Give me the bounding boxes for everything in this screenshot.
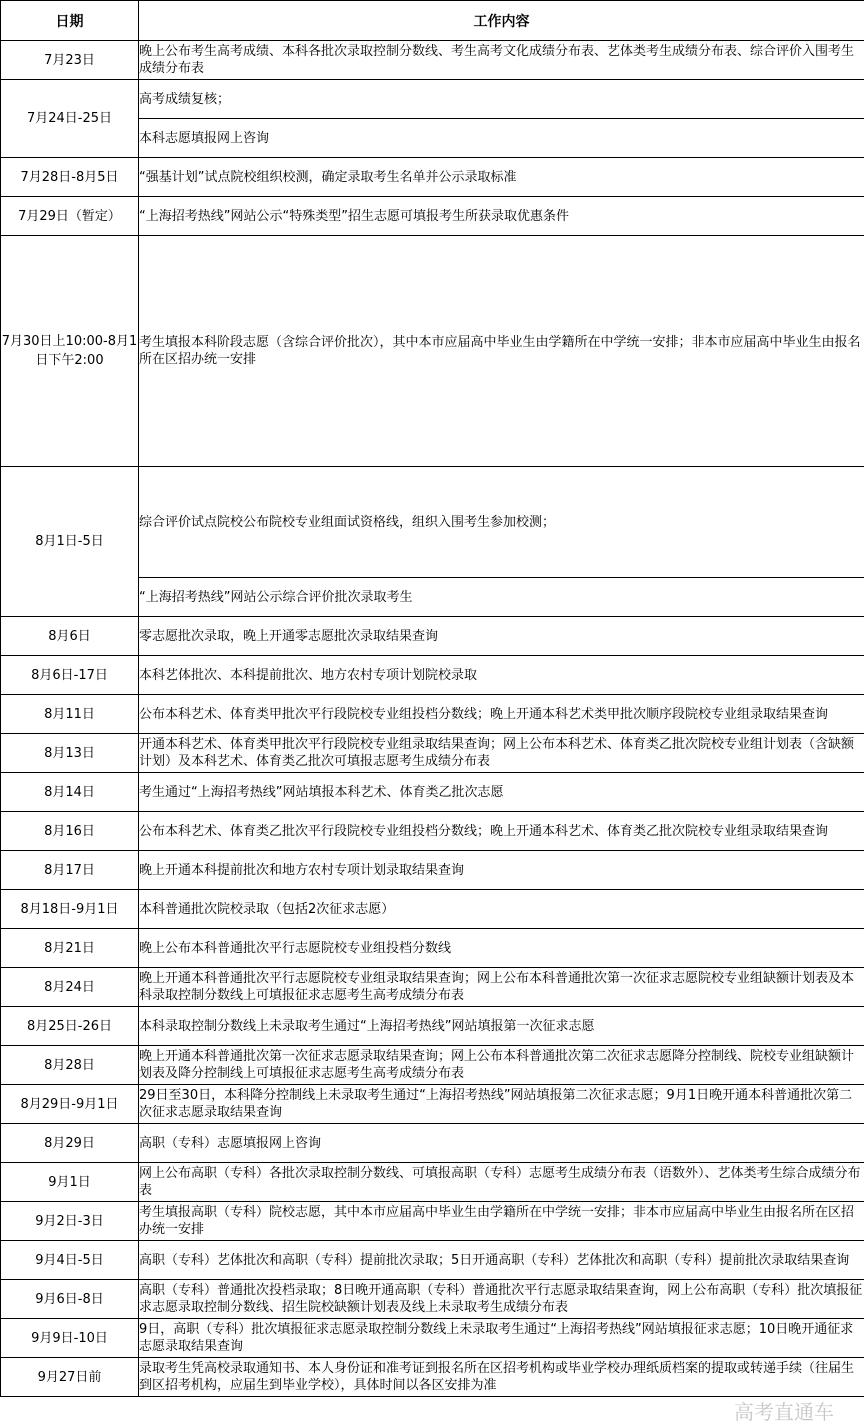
table-row — [1, 968, 864, 1007]
date-cell: 7月30日上10:00-8月1日下午2:00 — [1, 236, 139, 467]
date-cell: 8月17日 — [1, 851, 139, 890]
work-cell: 晚上公布本科普通批次平行志愿院校专业组投档分数线 — [139, 929, 864, 968]
table-row — [1, 80, 864, 119]
date-cell: 8月6日 — [1, 617, 139, 656]
work-cell: 考生通过“上海招考热线”网站填报本科艺术、体育类乙批次志愿 — [139, 773, 864, 812]
work-cell: 晚上公布考生高考成绩、本科各批次录取控制分数线、考生高考文化成绩分布表、艺体类考生成绩分布表、综合评价入围考生成绩分布表 — [139, 41, 864, 80]
table-row — [1, 890, 864, 929]
work-cell: 高考成绩复核； — [139, 80, 864, 119]
work-cell: 9日，高职（专科）批次填报征求志愿录取控制分数线上未录取考生通过“上海招考热线”网站填报征求志愿；10日晚开通征求志愿录取结果查询 — [139, 1319, 864, 1358]
work-cell: “上海招考热线”网站公示综合评价批次录取考生 — [139, 578, 864, 617]
work-cell: 高职（专科）志愿填报网上咨询 — [139, 1124, 864, 1163]
work-cell: 晚上开通本科提前批次和地方农村专项计划录取结果查询 — [139, 851, 864, 890]
table-row — [1, 1163, 864, 1202]
work-cell: 网上公布高职（专科）各批次录取控制分数线、可填报高职（专科）志愿考生成绩分布表（语数外）、艺体类考生综合成绩分布表 — [139, 1163, 864, 1202]
work-cell: 晚上开通本科普通批次第一次征求志愿录取结果查询；网上公布本科普通批次第二次征求志愿降分控制线、院校专业组缺额计划表及降分控制线上可填报征求志愿考生高考成绩分布表 — [139, 1046, 864, 1085]
work-cell: 高职（专科）普通批次投档录取；8日晚开通高职（专科）普通批次平行志愿录取结果查询，网上公布高职（专科）批次填报征求志愿录取控制分数线、招生院校缺额计划表及线上未录取考生成绩分布表 — [139, 1280, 864, 1319]
work-cell: 考生填报本科阶段志愿（含综合评价批次），其中本市应届高中毕业生由学籍所在中学统一安排；非本市应届高中毕业生由报名所在区招办统一安排 — [139, 236, 864, 467]
work-cell: 本科普通批次院校录取（包括2次征求志愿） — [139, 890, 864, 929]
watermark: 高考直通车 — [734, 1400, 834, 1424]
date-cell: 8月21日 — [1, 929, 139, 968]
date-cell: 7月28日-8月5日 — [1, 158, 139, 197]
work-cell: 开通本科艺术、体育类甲批次平行段院校专业组录取结果查询；网上公布本科艺术、体育类乙批次院校专业组计划表（含缺额计划）及本科艺术、体育类乙批次可填报志愿考生成绩分布表 — [139, 734, 864, 773]
table-row — [1, 1241, 864, 1280]
table-row — [1, 734, 864, 773]
work-cell: 公布本科艺术、体育类乙批次平行段院校专业组投档分数线；晚上开通本科艺术、体育类乙批次院校专业组录取结果查询 — [139, 812, 864, 851]
date-cell: 9月2日-3日 — [1, 1202, 139, 1241]
date-cell: 7月23日 — [1, 41, 139, 80]
work-cell: “上海招考热线”网站公示“特殊类型”招生志愿可填报考生所获录取优惠条件 — [139, 197, 864, 236]
table-row — [1, 1124, 864, 1163]
date-cell: 8月28日 — [1, 1046, 139, 1085]
table-row — [1, 695, 864, 734]
table-row — [1, 1202, 864, 1241]
table-row — [1, 158, 864, 197]
date-cell: 9月1日 — [1, 1163, 139, 1202]
date-cell: 9月27日前 — [1, 1358, 139, 1397]
date-cell: 9月6日-8日 — [1, 1280, 139, 1319]
table-row — [1, 812, 864, 851]
table-row — [1, 1085, 864, 1124]
work-cell: 本科录取控制分数线上未录取考生通过“上海招考热线”网站填报第一次征求志愿 — [139, 1007, 864, 1046]
date-cell: 9月4日-5日 — [1, 1241, 139, 1280]
work-cell: 本科艺体批次、本科提前批次、地方农村专项计划院校录取 — [139, 656, 864, 695]
date-cell: 8月1日-5日 — [1, 467, 139, 617]
date-cell: 7月24日-25日 — [1, 80, 139, 158]
table-row — [1, 1007, 864, 1046]
table-row — [1, 656, 864, 695]
table-row — [1, 617, 864, 656]
work-cell: 录取考生凭高校录取通知书、本人身份证和准考证到报名所在区招考机构或毕业学校办理纸质档案的提取或转递手续（往届生到区招考机构，应届生到毕业学校），具体时间以各区安排为准 — [139, 1358, 864, 1397]
date-cell: 9月9日-10日 — [1, 1319, 139, 1358]
date-cell: 8月13日 — [1, 734, 139, 773]
date-cell: 7月29日（暂定） — [1, 197, 139, 236]
table-row — [1, 929, 864, 968]
table-row — [1, 773, 864, 812]
work-cell: 考生填报高职（专科）院校志愿，其中本市应届高中毕业生由学籍所在中学统一安排；非本市应届高中毕业生由报名所在区招办统一安排 — [139, 1202, 864, 1241]
date-cell: 8月11日 — [1, 695, 139, 734]
date-cell: 8月29日-9月1日 — [1, 1085, 139, 1124]
work-cell: 综合评价试点院校公布院校专业组面试资格线，组织入围考生参加校测； — [139, 467, 864, 578]
table-row — [1, 1280, 864, 1319]
date-cell: 8月25日-26日 — [1, 1007, 139, 1046]
work-cell: “强基计划”试点院校组织校测，确定录取考生名单并公示录取标准 — [139, 158, 864, 197]
date-cell: 8月29日 — [1, 1124, 139, 1163]
work-cell: 高职（专科）艺体批次和高职（专科）提前批次录取；5日开通高职（专科）艺体批次和高职（专科）提前批次录取结果查询 — [139, 1241, 864, 1280]
table-row — [1, 467, 864, 578]
date-cell: 8月6日-17日 — [1, 656, 139, 695]
table-row — [1, 197, 864, 236]
date-cell: 8月18日-9月1日 — [1, 890, 139, 929]
table-row — [1, 1358, 864, 1397]
table-row — [1, 1319, 864, 1358]
header-row — [1, 1, 864, 41]
header-date: 日期 — [1, 1, 139, 41]
table-row — [1, 41, 864, 80]
work-cell: 晚上开通本科普通批次平行志愿院校专业组录取结果查询；网上公布本科普通批次第一次征求志愿院校专业组缺额计划表及本科录取控制分数线上可填报征求志愿考生高考成绩分布表 — [139, 968, 864, 1007]
work-cell: 本科志愿填报网上咨询 — [139, 119, 864, 158]
table-row — [1, 1046, 864, 1085]
table-row — [1, 236, 864, 467]
date-cell: 8月14日 — [1, 773, 139, 812]
table-row — [1, 851, 864, 890]
work-cell: 公布本科艺术、体育类甲批次平行段院校专业组投档分数线；晚上开通本科艺术类甲批次顺序段院校专业组录取结果查询 — [139, 695, 864, 734]
date-cell: 8月24日 — [1, 968, 139, 1007]
work-cell: 29日至30日，本科降分控制线上未录取考生通过“上海招考热线”网站填报第二次征求志愿；9月1日晚开通本科普通批次第二次征求志愿录取结果查询 — [139, 1085, 864, 1124]
work-cell: 零志愿批次录取，晚上开通零志愿批次录取结果查询 — [139, 617, 864, 656]
date-cell: 8月16日 — [1, 812, 139, 851]
header-work: 工作内容 — [139, 1, 864, 41]
